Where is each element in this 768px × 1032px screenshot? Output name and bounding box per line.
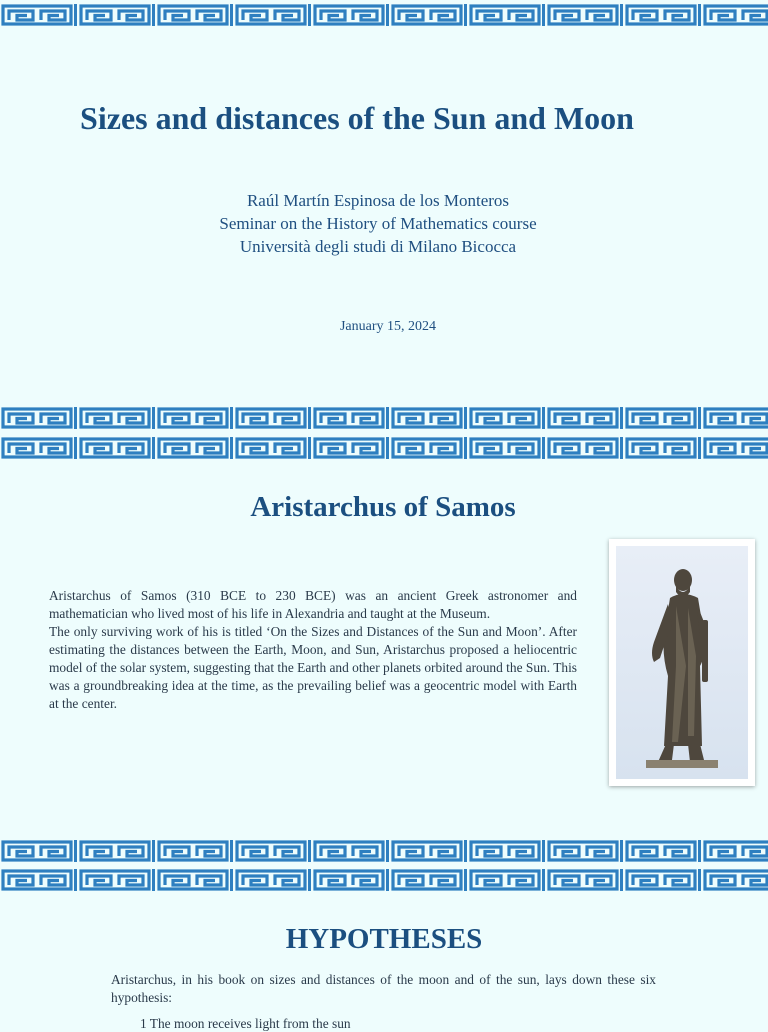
greek-key-separator	[152, 437, 155, 459]
course-name: Seminar on the History of Mathematics course	[219, 214, 537, 233]
greek-key-separator	[74, 407, 77, 429]
greek-key-separator	[542, 840, 545, 862]
section-title: Aristarchus of Samos	[250, 491, 516, 523]
greek-key-tile	[315, 439, 383, 457]
greek-key-tile	[393, 409, 461, 427]
presentation-date: January 15, 2024	[339, 319, 437, 334]
greek-key-tile	[3, 842, 71, 860]
greek-key-separator	[230, 869, 233, 891]
greek-key-separator	[620, 437, 623, 459]
greek-key-tile	[159, 6, 227, 24]
page-title: Sizes and distances of the Sun and Moon	[80, 100, 634, 136]
greek-key-separator	[464, 407, 467, 429]
greek-key-separator	[386, 437, 389, 459]
greek-key-separator	[386, 840, 389, 862]
greek-key-tile	[3, 439, 71, 457]
greek-key-tile	[393, 439, 461, 457]
greek-key-tile	[549, 842, 617, 860]
greek-key-separator	[74, 869, 77, 891]
author-name: Raúl Martín Espinosa de los Monteros	[246, 191, 510, 210]
greek-key-tile	[627, 409, 695, 427]
greek-key-tile	[393, 842, 461, 860]
greek-key-tile	[627, 842, 695, 860]
greek-key-tile	[237, 842, 305, 860]
greek-key-tile	[159, 842, 227, 860]
greek-key-tile	[237, 439, 305, 457]
greek-key-tile	[81, 439, 149, 457]
greek-key-separator	[308, 840, 311, 862]
greek-key-separator	[542, 407, 545, 429]
greek-key-separator	[464, 840, 467, 862]
biography-paragraph: Aristarchus of Samos (310 BCE to 230 BCE) was an ancient Greek astronomer and mathematician who lived most of his life in Alexandria and taught at the Museum.	[49, 588, 577, 621]
greek-key-separator	[308, 4, 311, 26]
greek-key-separator	[698, 869, 701, 891]
biography-paragraph: The only surviving work of his is titled ‘On the Sizes and Distances of the Sun and Moon’. After estimating the distances between the Earth, Moon, and Sun, Aristarchus proposed a heliocentric model of the solar system, suggesting that the Earth and other planets orbited around the Sun. This was a groundbreaking idea at the time, as the prevailing belief was a geocentric model with Earth at the center.	[49, 624, 577, 711]
greek-key-separator	[620, 840, 623, 862]
greek-key-tile	[159, 409, 227, 427]
greek-key-tile	[627, 871, 695, 889]
greek-key-tile	[237, 409, 305, 427]
hypotheses-title: HYPOTHESES	[285, 923, 483, 955]
greek-key-separator	[308, 869, 311, 891]
greek-key-border-top	[0, 3, 768, 27]
greek-key-tile	[315, 6, 383, 24]
greek-key-tile	[471, 6, 539, 24]
greek-key-tile	[705, 842, 768, 860]
greek-key-tile	[81, 871, 149, 889]
greek-key-tile	[705, 409, 768, 427]
greek-key-separator	[542, 437, 545, 459]
hypothesis-item: 1 The moon receives light from the sun	[140, 1016, 351, 1031]
greek-key-tile	[627, 439, 695, 457]
greek-key-tile	[3, 871, 71, 889]
greek-key-separator	[464, 869, 467, 891]
greek-key-tile	[3, 409, 71, 427]
greek-key-tile	[471, 409, 539, 427]
greek-key-separator	[230, 4, 233, 26]
greek-key-tile	[81, 6, 149, 24]
greek-key-tile	[471, 439, 539, 457]
greek-key-separator	[386, 4, 389, 26]
university-name: Università degli studi di Milano Bicocca	[239, 237, 517, 256]
greek-key-separator	[620, 407, 623, 429]
greek-key-separator	[74, 4, 77, 26]
greek-key-separator	[542, 4, 545, 26]
greek-key-border-divider	[0, 839, 768, 863]
greek-key-tile	[549, 439, 617, 457]
greek-key-tile	[549, 6, 617, 24]
greek-key-tile	[705, 439, 768, 457]
greek-key-separator	[698, 407, 701, 429]
greek-key-separator	[230, 840, 233, 862]
greek-key-tile	[81, 409, 149, 427]
greek-key-border-divider	[0, 868, 768, 892]
biography-text	[49, 587, 577, 713]
greek-key-separator	[698, 437, 701, 459]
greek-key-separator	[698, 4, 701, 26]
greek-key-separator	[464, 4, 467, 26]
greek-key-separator	[698, 840, 701, 862]
greek-key-tile	[237, 871, 305, 889]
greek-key-separator	[152, 4, 155, 26]
greek-key-border-divider	[0, 406, 768, 430]
greek-key-separator	[386, 407, 389, 429]
greek-key-tile	[159, 871, 227, 889]
hypotheses-intro: Aristarchus, in his book on sizes and distances of the moon and of the sun, lays down these six hypothesis:	[111, 972, 656, 1005]
greek-key-tile	[705, 871, 768, 889]
greek-key-tile	[705, 6, 768, 24]
greek-key-separator	[464, 437, 467, 459]
greek-key-separator	[620, 869, 623, 891]
greek-key-separator	[74, 840, 77, 862]
greek-key-separator	[152, 407, 155, 429]
author-block	[0, 189, 756, 258]
greek-key-separator	[386, 869, 389, 891]
greek-key-tile	[471, 871, 539, 889]
greek-key-tile	[159, 439, 227, 457]
greek-key-separator	[152, 840, 155, 862]
greek-key-separator	[230, 437, 233, 459]
greek-key-tile	[315, 409, 383, 427]
greek-key-tile	[3, 6, 71, 24]
aristarchus-statue-photo	[609, 539, 755, 786]
greek-key-separator	[620, 4, 623, 26]
greek-key-separator	[308, 407, 311, 429]
greek-key-tile	[315, 871, 383, 889]
greek-key-separator	[230, 407, 233, 429]
greek-key-tile	[627, 6, 695, 24]
greek-key-tile	[393, 871, 461, 889]
greek-key-border-divider	[0, 436, 768, 460]
greek-key-tile	[393, 6, 461, 24]
greek-key-tile	[549, 871, 617, 889]
greek-key-tile	[471, 842, 539, 860]
greek-key-separator	[152, 869, 155, 891]
greek-key-tile	[81, 842, 149, 860]
greek-key-separator	[74, 437, 77, 459]
greek-key-separator	[308, 437, 311, 459]
greek-key-tile	[549, 409, 617, 427]
greek-key-tile	[237, 6, 305, 24]
greek-key-separator	[542, 869, 545, 891]
greek-key-tile	[315, 842, 383, 860]
